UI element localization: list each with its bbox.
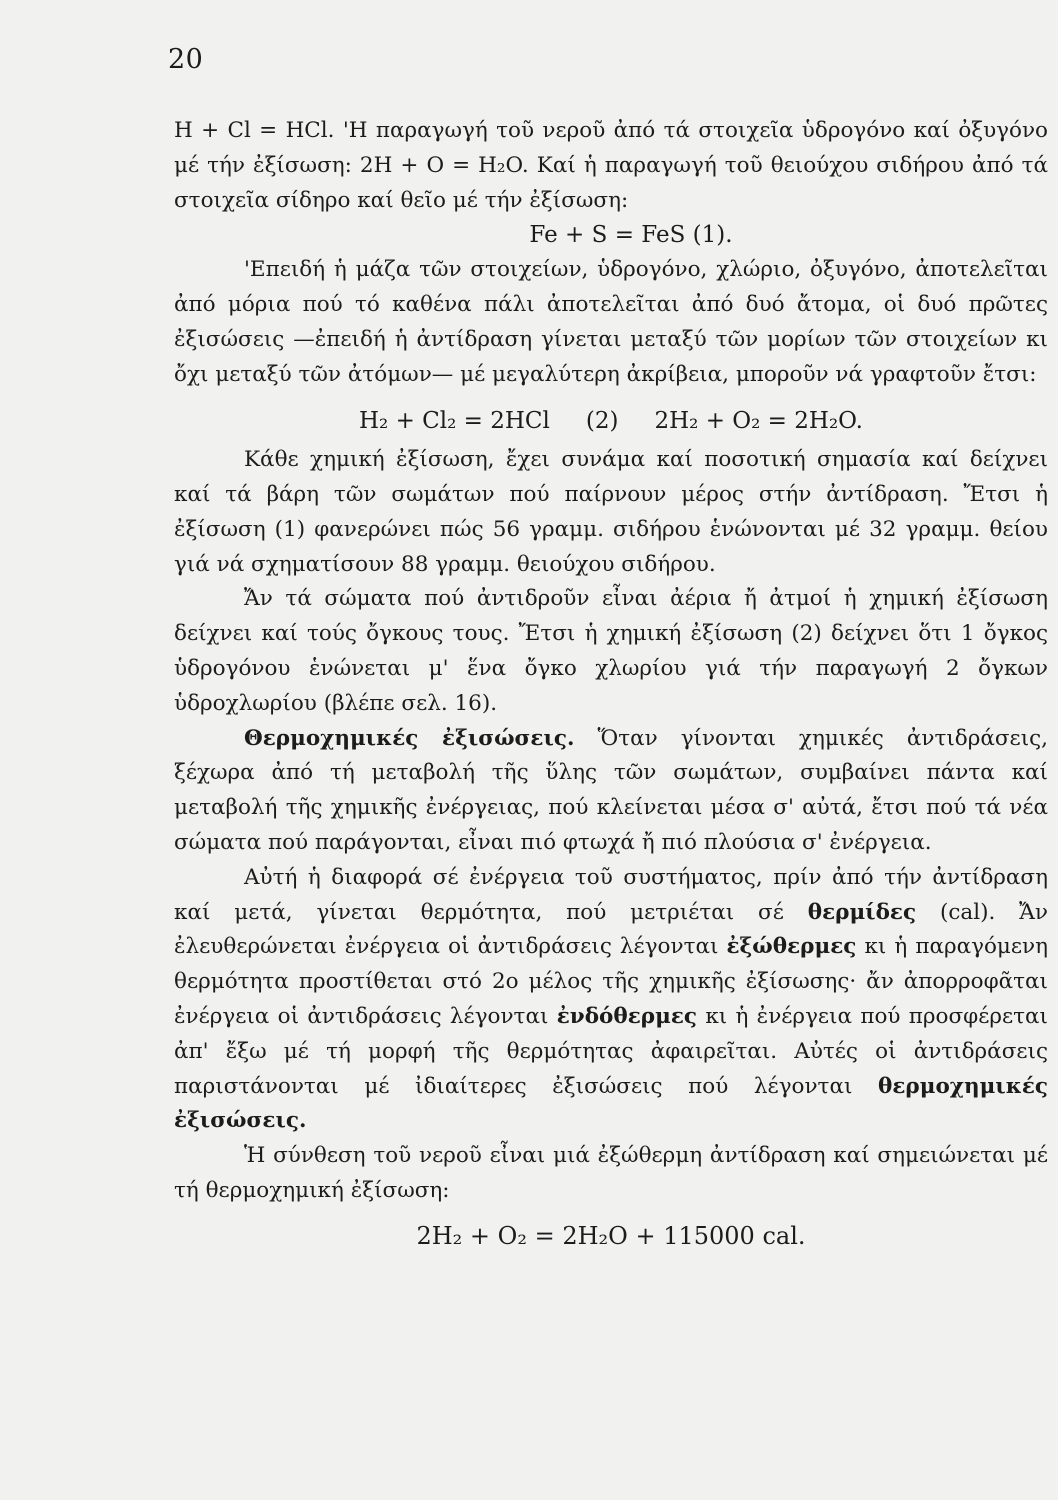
paragraph-7: Ἡ σύνθεση τοῦ νεροῦ εἶναι μιά ἐξώθερμη ἀντίδραση καί σημειώνεται μέ τή θερμοχημική ἐξίσωση:	[174, 1143, 1048, 1203]
paragraph-6-part-c: (cal). Ἄν ἐλευθερώνεται ἐνέργεια οἱ ἀντιδράσεις λέγονται	[174, 899, 1048, 960]
term-thermides: θερμίδες	[807, 899, 917, 925]
equation-2-row	[174, 392, 1048, 443]
section-heading: Θερμοχημικές ἐξισώσεις.	[244, 725, 575, 751]
paragraph-6	[174, 861, 1048, 1139]
paragraph-6-part-e: κι ἡ παραγόμενη θερμότητα προστίθεται στό 2ο μέλος τῆς χημικῆς ἐξίσωσης· ἄν ἀπορροφᾶται ἐνέργεια οἱ ἀντιδράσεις λέγονται	[174, 934, 1048, 1029]
page-number: 20	[168, 44, 204, 75]
equation-2-number: (2)	[585, 408, 619, 435]
equation-2c: 2H₂ + O₂ = 2H₂O.	[654, 408, 863, 435]
paragraph-3: Κάθε χημική ἐξίσωση, ἔχει συνάμα καί ποσοτική σημασία καί δείχνει καί τά βάρη τῶν σωμάτων πού παίρνουν μέρος στήν ἀντίδραση. Ἔτσι ἡ ἐξίσωση (1) φανερώνει πώς 56 γραμμ. σιδήρου ἑνώνονται μέ 32 γραμμ. θείου γιά νά σχηματίσουν 88 γραμμ. θειούχου σιδήρου.	[174, 447, 1048, 577]
body-text	[174, 114, 1048, 1254]
term-exothermic: ἐξώθερμες	[726, 934, 857, 960]
term-endothermic: ἐνδόθερμες	[556, 1003, 697, 1029]
paragraph-2: 'Επειδή ἡ μάζα τῶν στοιχείων, ὑδρογόνο, χλώριο, ὀξυγόνο, ἀποτελεῖται ἀπό μόρια πού τό καθένα πάλι ἀποτελεῖται ἀπό δυό ἄτομα, οἱ δυό πρῶτες ἐξισώσεις —ἐπειδή ἡ ἀντίδραση γίνεται μεταξύ τῶν μορίων τῶν στοιχείων κι ὄχι μεταξύ τῶν ἀτόμων— μέ μεγαλύτερη ἀκρίβεια, μποροῦν νά γραφτοῦν ἔτσι:	[174, 257, 1048, 387]
equation-2a: H₂ + Cl₂ = 2HCl	[359, 408, 550, 435]
equation-1: Fe + S = FeS (1).	[529, 222, 733, 249]
paragraph-1: H + Cl = HCl. 'Η παραγωγή τοῦ νεροῦ ἀπό τά στοιχεῖα ὑδρογόνο καί ὀξυγόνο μέ τήν ἐξίσωση: 2H + O = H₂O. Καί ἡ παραγωγή τοῦ θειούχου σιδήρου ἀπό τά στοιχεῖα σίδηρο καί θεῖο μέ τήν ἐξίσωση:	[174, 118, 1048, 213]
term-thermochemical-equations: θερμοχημικές ἐξισώσεις.	[174, 1073, 1048, 1134]
paragraph-6-part-a: Αὐτή ἡ διαφορά σέ ἐνέργεια τοῦ συστήματος, πρίν ἀπό τήν ἀντίδραση καί μετά, γίνεται θερμότητα, πού μετριέται σέ	[174, 864, 1048, 925]
paragraph-4: Ἄν τά σώματα πού ἀντιδροῦν εἶναι ἀέρια ἤ ἀτμοί ἡ χημική ἐξίσωση δείχνει καί τούς ὄγκους τους. Ἔτσι ἡ χημική ἐξίσωση (2) δείχνει ὅτι 1 ὄγκος ὑδρογόνου ἑνώνεται μ' ἕνα ὄγκο χλωρίου γιά τήν παραγωγή 2 ὄγκων ὑδροχλωρίου (βλέπε σελ. 16).	[174, 586, 1048, 716]
equation-3: 2H₂ + O₂ = 2H₂O + 115000 cal.	[416, 1221, 806, 1250]
paragraph-5-text: Ὅταν γίνονται χημικές ἀντιδράσεις, ξέχωρα ἀπό τή μεταβολή τῆς ὕλης τῶν σωμάτων, συμβαίνει πάντα καί μεταβολή τῆς χημικῆς ἐνέργειας, πού κλείνεται μέσα σ' αὐτά, ἔτσι πού τά νέα σώματα πού παράγονται, εἶναι πιό φτωχά ἤ πιό πλούσια σ' ἐνέργεια.	[174, 725, 1048, 855]
paragraph-5	[174, 722, 1048, 861]
paragraph-6-part-g: κι ἡ ἐνέργεια πού προσφέρεται ἀπ' ἔξω μέ τή μορφή τῆς θερμότητας ἀφαιρεῖται. Αὐτές οἱ ἀντιδράσεις παριστάνονται μέ ἰδιαίτερες ἐξισώσεις πού λέγονται	[174, 1003, 1048, 1099]
